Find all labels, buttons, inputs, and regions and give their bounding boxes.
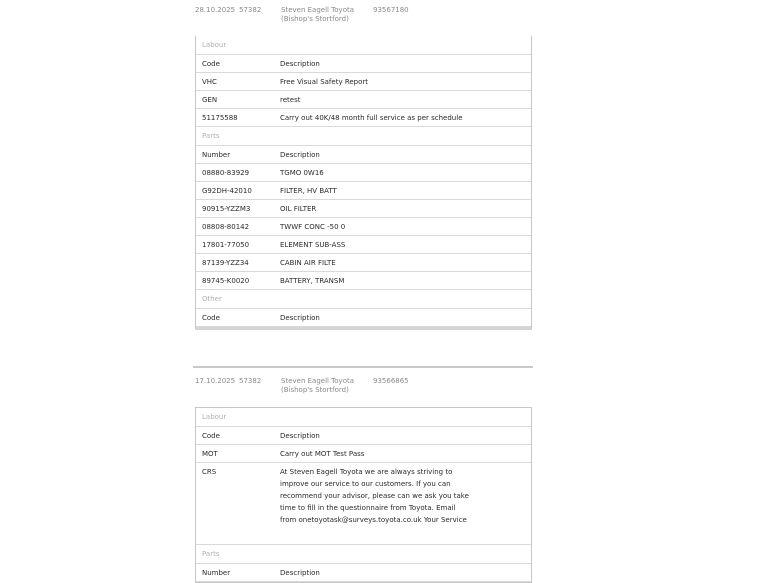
table-row: [196, 109, 531, 127]
column-header-code: Code: [202, 60, 220, 68]
column-header-number: Number: [202, 151, 231, 159]
record-header-1: [195, 6, 531, 24]
record-reference: 93566865: [373, 377, 409, 385]
table-row: [196, 445, 531, 463]
record-panel-1: [195, 36, 532, 330]
part-description: TGMO 0W16: [280, 169, 324, 177]
table-row: [196, 236, 531, 254]
section-title: Labour: [196, 36, 531, 55]
record-account: 57382: [239, 377, 262, 385]
section-title: Labour: [196, 408, 531, 427]
table-row: [196, 254, 531, 272]
section-title: Parts: [196, 127, 531, 146]
column-header-description: Description: [280, 432, 320, 440]
row-description: At Steven Eagell Toyota we are always striving to improve our service to our customers. If you can recommend your advisor, please can we ask you take time to fill in the questionnaire from Toyota. Email from onetoyotask@surveys.toyota.co.uk Your Service: [280, 468, 469, 524]
part-description: BATTERY, TRANSM: [280, 277, 345, 285]
part-number: 08880-83929: [202, 169, 250, 177]
record-date: 17.10.2025: [195, 377, 236, 385]
row-code: CRS: [202, 468, 217, 476]
record-account: 57382: [239, 6, 262, 14]
part-number: 90915-YZZM3: [202, 205, 251, 213]
table-row: [196, 218, 531, 236]
table-header: [196, 146, 531, 164]
table-row: [196, 164, 531, 182]
dealer-name: Steven Eagell Toyota: [281, 377, 355, 385]
part-number: 87139-YZZ34: [202, 259, 249, 267]
column-header-description: Description: [280, 569, 320, 577]
dealer-location: (Bishop's Stortford): [281, 15, 349, 23]
row-code: VHC: [202, 78, 217, 86]
record-panel-2: [195, 407, 532, 583]
dealer-location: (Bishop's Stortford): [281, 386, 349, 394]
table-header: [196, 55, 531, 73]
record-date: 28.10.2025: [195, 6, 236, 14]
column-header-description: Description: [280, 60, 320, 68]
part-description: ELEMENT SUB-ASS: [280, 241, 346, 249]
part-description: TWWF CONC -50 0: [280, 223, 346, 231]
column-header-code: Code: [202, 432, 220, 440]
record-dealer: [281, 6, 373, 24]
table-row: [196, 73, 531, 91]
record-divider: [193, 366, 533, 368]
column-header-code: Code: [202, 314, 220, 322]
part-number: 08808-80142: [202, 223, 250, 231]
column-header-description: Description: [280, 151, 320, 159]
part-description: OIL FILTER: [280, 205, 317, 213]
row-description: retest: [280, 96, 301, 104]
table-row: [196, 182, 531, 200]
row-description: Carry out MOT Test Pass: [280, 450, 365, 458]
part-number: 17801-77050: [202, 241, 250, 249]
table-header: [196, 309, 531, 327]
part-description: CABIN AIR FILTE: [280, 259, 336, 267]
record-dealer: [281, 377, 373, 395]
record-reference: 93567180: [373, 6, 409, 14]
part-description: FILTER, HV BATT: [280, 187, 337, 195]
table-row: [196, 272, 531, 290]
table-row: [196, 200, 531, 218]
column-header-number: Number: [202, 569, 231, 577]
row-code: 51175588: [202, 114, 238, 122]
dealer-name: Steven Eagell Toyota: [281, 6, 355, 14]
row-description: Carry out 40K/48 month full service as per schedule: [280, 114, 463, 122]
column-header-description: Description: [280, 314, 320, 322]
record-header-2: [195, 377, 531, 395]
table-row: [196, 463, 531, 545]
section-title: Parts: [196, 545, 531, 564]
part-number: 89745-K0020: [202, 277, 250, 285]
table-header: [196, 427, 531, 445]
row-code: GEN: [202, 96, 218, 104]
row-code: MOT: [202, 450, 218, 458]
table-row: [196, 91, 531, 109]
row-description: Free Visual Safety Report: [280, 78, 369, 86]
table-header: [196, 564, 531, 582]
section-title: Other: [196, 290, 531, 309]
part-number: G92DH-42010: [202, 187, 252, 195]
